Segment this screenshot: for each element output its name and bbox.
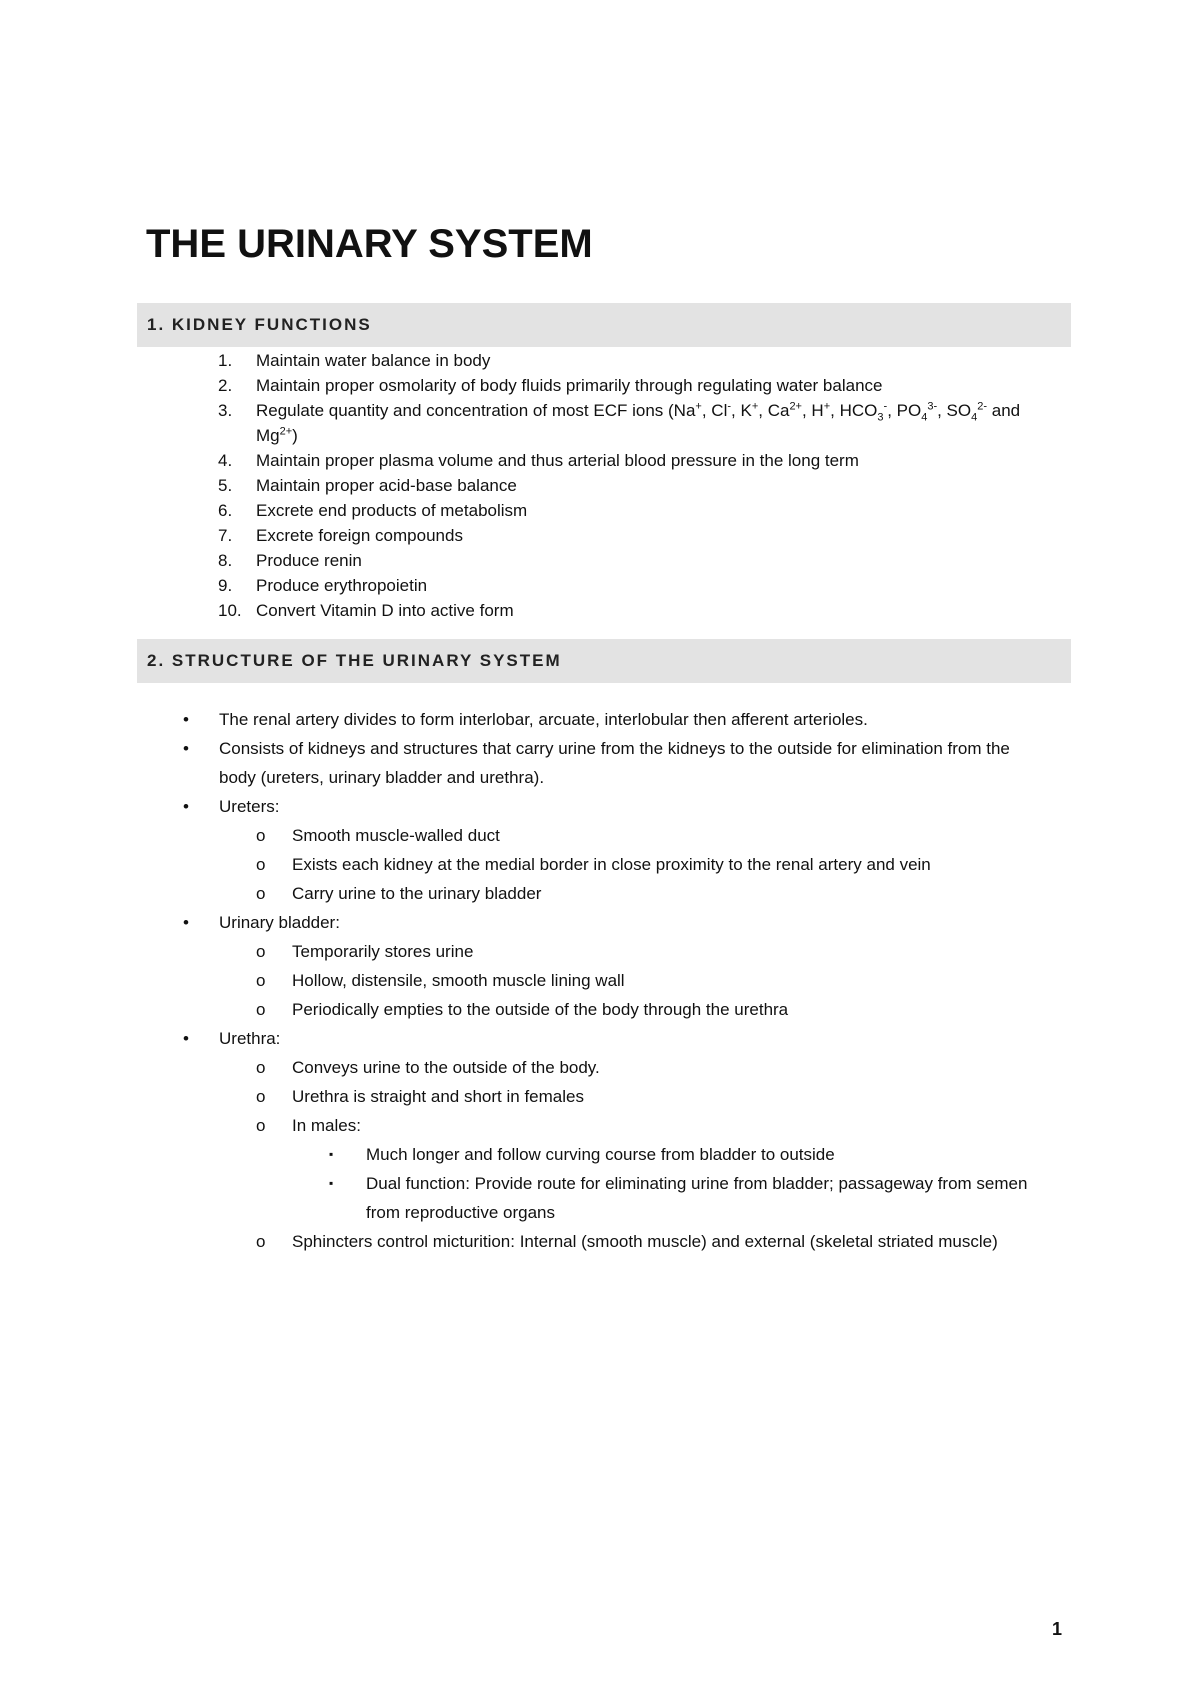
list-number: 1.: [218, 351, 233, 370]
bullet-icon: •: [183, 710, 189, 729]
list-number: 5.: [218, 476, 233, 495]
list-item: [0, 573, 1036, 598]
bullet-icon: •: [183, 739, 189, 758]
circle-bullet-icon: o: [256, 1116, 266, 1135]
bullet-item-urethra: • Urethra:: [0, 1024, 1029, 1053]
sub-bullet-item: o Carry urine to the urinary bladder: [0, 879, 1032, 908]
list-number: 2.: [218, 376, 233, 395]
square-bullet-icon: ▪: [329, 1176, 334, 1190]
page-title: THE URINARY SYSTEM: [146, 222, 593, 266]
list-text: Maintain proper osmolarity of body fluids primarily through regulating water balance: [256, 376, 883, 395]
list-text: Maintain proper plasma volume and thus arterial blood pressure in the long term: [256, 451, 859, 470]
circle-bullet-icon: o: [256, 1232, 266, 1251]
page-number: 1: [1052, 1619, 1063, 1639]
list-item: [0, 448, 1036, 473]
sub-sub-bullet-item: ▪ Much longer and follow curving course from bladder to outside: [0, 1140, 1046, 1169]
circle-bullet-icon: o: [256, 884, 266, 903]
sub-bullet-item: o Temporarily stores urine: [0, 937, 1032, 966]
list-item: [0, 498, 1036, 523]
circle-bullet-icon: o: [256, 971, 266, 990]
square-bullet-icon: ▪: [329, 1147, 334, 1161]
bullet-item-ureters: • Ureters:: [0, 792, 1029, 821]
list-number: 10.: [218, 601, 242, 620]
list-number: 8.: [218, 551, 233, 570]
list-number: 3.: [218, 401, 233, 420]
structure-bullet-list: [0, 705, 1046, 1256]
circle-bullet-icon: o: [256, 855, 266, 874]
bullet-icon: •: [183, 797, 189, 816]
bullet-icon: •: [183, 1029, 189, 1048]
sub-bullet-item: o Conveys urine to the outside of the body.: [0, 1053, 1032, 1082]
list-text: Maintain proper acid-base balance: [256, 476, 517, 495]
sub-bullet-item: o Sphincters control micturition: Internal (smooth muscle) and external (skeletal striated muscle): [0, 1227, 1032, 1256]
list-text: Produce renin: [256, 551, 362, 570]
sub-bullet-item: o Exists each kidney at the medial border in close proximity to the renal artery and vein: [0, 850, 1032, 879]
sub-bullet-item: o In males:: [0, 1111, 1032, 1140]
list-text: Excrete end products of metabolism: [256, 501, 528, 520]
sub-sub-bullet-item: ▪ Dual function: Provide route for eliminating urine from bladder; passageway from semen from reproductive organs: [0, 1169, 1046, 1227]
list-text: Produce erythropoietin: [256, 576, 428, 595]
section-heading-structure: 2. STRUCTURE OF THE URINARY SYSTEM: [137, 639, 1071, 683]
circle-bullet-icon: o: [256, 1087, 266, 1106]
circle-bullet-icon: o: [256, 1000, 266, 1019]
sub-bullet-item: o Urethra is straight and short in females: [0, 1082, 1032, 1111]
list-text: Excrete foreign compounds: [256, 526, 463, 545]
sub-bullet-item: o Hollow, distensile, smooth muscle lining wall: [0, 966, 1032, 995]
list-number: 7.: [218, 526, 233, 545]
list-item: [0, 598, 1036, 623]
list-number: 6.: [218, 501, 233, 520]
bullet-item: • Consists of kidneys and structures that carry urine from the kidneys to the outside for elimination from the body (ureters, urinary bladder and urethra).: [0, 734, 1029, 792]
section-heading-kidney-functions: 1. KIDNEY FUNCTIONS: [137, 303, 1071, 347]
bullet-icon: •: [183, 913, 189, 932]
bullet-item: • The renal artery divides to form interlobar, arcuate, interlobular then afferent arterioles.: [0, 705, 1029, 734]
list-number: 9.: [218, 576, 233, 595]
circle-bullet-icon: o: [256, 1058, 266, 1077]
circle-bullet-icon: o: [256, 826, 266, 845]
sub-bullet-item: o Smooth muscle-walled duct: [0, 821, 1032, 850]
circle-bullet-icon: o: [256, 942, 266, 961]
list-item: [0, 548, 1036, 573]
bullet-item-urinary-bladder: • Urinary bladder:: [0, 908, 1029, 937]
list-text-ions: Regulate quantity and concentration of most ECF ions (Na+, Cl-, K+, $Ca^{2+}$, H+, $HCO_3^-$, $PO_4^{3-}$, $SO_4^{2-}$ and $Mg^{2+}$): [256, 400, 1021, 445]
list-number: 4.: [218, 451, 233, 470]
list-text: Maintain water balance in body: [256, 351, 491, 370]
kidney-functions-list: [0, 348, 1036, 623]
list-item: [0, 473, 1036, 498]
sub-bullet-item: o Periodically empties to the outside of the body through the urethra: [0, 995, 1032, 1024]
list-item: [0, 398, 1036, 448]
list-item: [0, 348, 1036, 373]
list-item: [0, 373, 1036, 398]
list-item: [0, 523, 1036, 548]
list-text: Convert Vitamin D into active form: [256, 601, 514, 620]
